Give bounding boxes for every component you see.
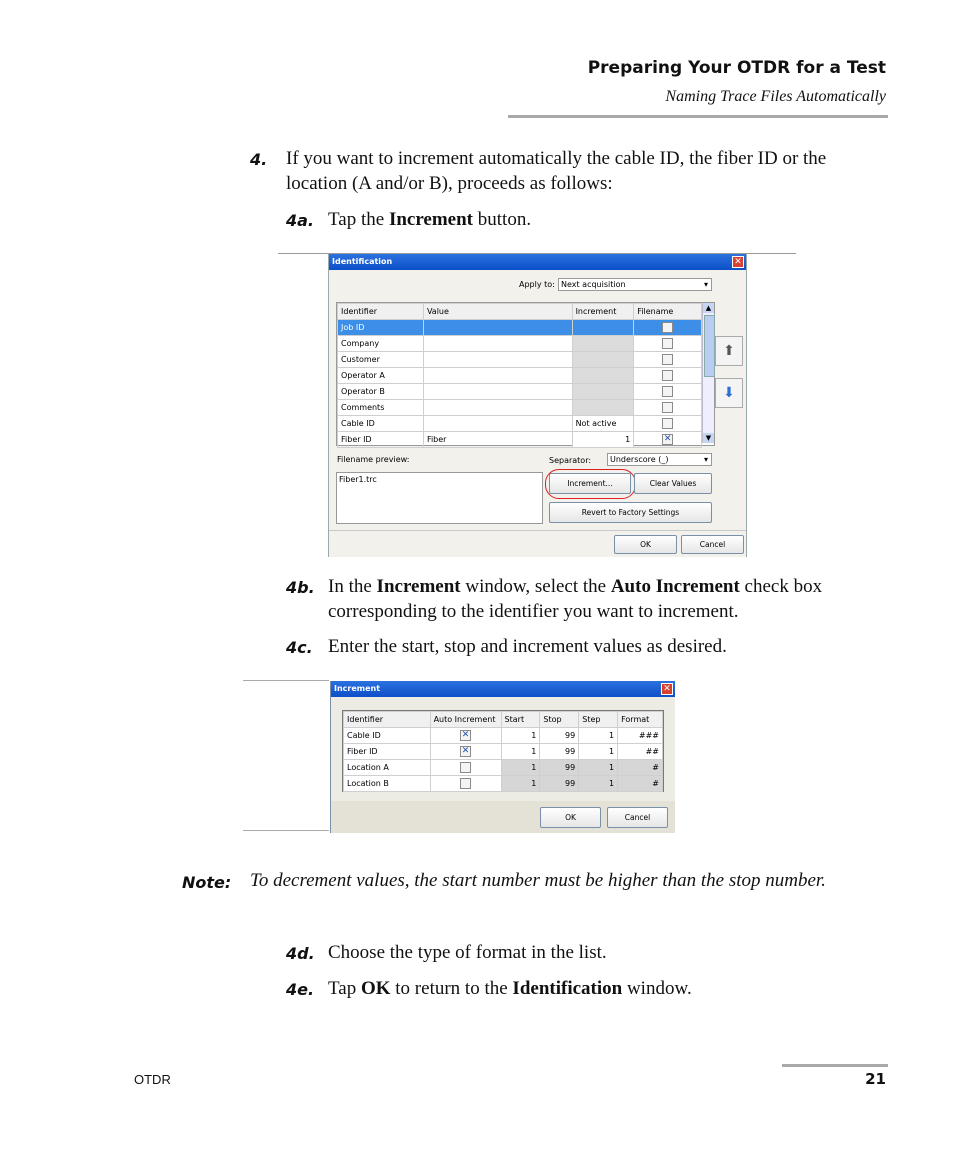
start-cell[interactable]: 1 <box>501 728 540 744</box>
scroll-down-icon[interactable]: ▼ <box>703 433 714 443</box>
chevron-down-icon: ▾ <box>703 280 708 289</box>
step-4b-text: In the Increment window, select the Auto Increment check box corresponding to the identifier you want to increment. <box>328 576 823 622</box>
filename-preview-box <box>336 472 543 524</box>
filename-cell <box>634 384 702 400</box>
move-up-button[interactable] <box>715 336 743 366</box>
value-cell[interactable] <box>423 384 572 400</box>
step-4d-number: 4d. <box>286 944 315 963</box>
table-row <box>344 744 663 760</box>
table-row <box>344 776 663 792</box>
screenshot-edge-line <box>243 680 329 681</box>
step-4e-number: 4e. <box>286 980 315 999</box>
identifier-cell: Fiber ID <box>338 432 424 448</box>
revert-factory-button[interactable]: Revert to Factory Settings <box>549 502 712 523</box>
filename-cell <box>634 416 702 432</box>
checked-checkbox-icon[interactable]: ✕ <box>461 746 470 756</box>
increment-cell <box>572 368 634 384</box>
close-icon[interactable]: ✕ <box>661 683 673 695</box>
identifier-cell: Cable ID <box>338 416 424 432</box>
increment-table <box>343 711 663 792</box>
increment-cell <box>572 320 634 336</box>
header-rule <box>508 115 888 118</box>
identifier-table <box>337 303 702 448</box>
start-cell[interactable]: 1 <box>501 776 540 792</box>
step-cell[interactable]: 1 <box>579 744 618 760</box>
value-cell[interactable] <box>423 336 572 352</box>
chevron-down-icon: ▾ <box>703 455 708 464</box>
checkbox-icon[interactable] <box>662 370 673 381</box>
table-row <box>344 760 663 776</box>
checkbox-icon[interactable] <box>460 778 471 789</box>
step-4a-text: Tap the Increment button. <box>328 209 532 230</box>
cancel-button[interactable]: Cancel <box>681 535 744 554</box>
grid-scrollbar[interactable] <box>702 303 714 443</box>
screenshot-edge-line <box>243 830 329 831</box>
identifier-cell: Comments <box>338 400 424 416</box>
checkbox-icon[interactable] <box>662 386 673 397</box>
dialog-title: Increment <box>334 684 381 693</box>
column-header: Auto Increment <box>430 712 501 728</box>
footer-product: OTDR <box>134 1072 171 1087</box>
apply-to-label: Apply to: <box>519 280 555 289</box>
value-cell[interactable]: Fiber <box>423 432 572 448</box>
identifier-cell: Operator A <box>338 368 424 384</box>
identifier-cell: Customer <box>338 352 424 368</box>
increment-cell: Not active <box>572 416 634 432</box>
table-row <box>344 728 663 744</box>
filename-cell <box>634 368 702 384</box>
value-cell[interactable] <box>423 400 572 416</box>
start-cell[interactable]: 1 <box>501 760 540 776</box>
identifier-cell: Company <box>338 336 424 352</box>
dialog-titlebar <box>329 254 746 270</box>
identifier-cell: Location A <box>344 760 431 776</box>
clear-values-button[interactable]: Clear Values <box>634 473 712 494</box>
increment-cell <box>572 336 634 352</box>
filename-preview-label: Filename preview: <box>337 455 410 464</box>
note-text: To decrement values, the start number must be higher than the stop number. <box>250 870 826 891</box>
checkbox-icon[interactable] <box>662 354 673 365</box>
checkbox-icon[interactable] <box>662 402 673 413</box>
stop-cell[interactable]: 99 <box>540 728 579 744</box>
format-cell[interactable]: ### <box>618 728 663 744</box>
scroll-thumb[interactable] <box>704 315 715 377</box>
checked-checkbox-icon[interactable]: ✕ <box>663 434 672 444</box>
identifier-cell: Location B <box>344 776 431 792</box>
step-4e-text: Tap OK to return to the Identification window. <box>328 978 692 999</box>
dialog-title: Identification <box>332 257 393 266</box>
scroll-up-icon[interactable]: ▲ <box>703 303 714 313</box>
filename-cell <box>634 336 702 352</box>
step-4a-number: 4a. <box>286 211 315 230</box>
table-row[interactable] <box>338 400 702 416</box>
value-cell[interactable] <box>423 320 572 336</box>
checkbox-icon[interactable] <box>662 418 673 429</box>
step-cell[interactable]: 1 <box>579 776 618 792</box>
separator-select[interactable] <box>607 453 712 466</box>
ok-button[interactable]: OK <box>614 535 677 554</box>
auto-increment-cell <box>430 744 501 760</box>
highlight-circle <box>545 469 636 499</box>
column-header: Step <box>579 712 618 728</box>
checkbox-icon[interactable] <box>460 762 471 773</box>
auto-increment-cell <box>430 728 501 744</box>
value-cell[interactable] <box>423 352 572 368</box>
apply-to-select[interactable] <box>558 278 712 291</box>
filename-cell <box>634 320 702 336</box>
page-number: 21 <box>865 1070 886 1088</box>
increment-button[interactable]: Increment... <box>549 473 631 494</box>
table-row[interactable] <box>338 432 702 448</box>
filename-cell <box>634 352 702 368</box>
arrow-up-icon: ⬆ <box>723 343 735 359</box>
increment-grid <box>342 710 664 792</box>
step-cell[interactable]: 1 <box>579 760 618 776</box>
column-header: Increment <box>572 304 634 320</box>
format-cell[interactable]: # <box>618 760 663 776</box>
ok-button[interactable]: OK <box>540 807 601 828</box>
stop-cell[interactable]: 99 <box>540 760 579 776</box>
column-header: Identifier <box>338 304 424 320</box>
separator-value: Underscore (_) <box>610 455 669 464</box>
step-4c-text: Enter the start, stop and increment values as desired. <box>328 636 727 657</box>
column-header: Stop <box>540 712 579 728</box>
step-4-text: If you want to increment automatically the cable ID, the fiber ID or the location (A and/or B), proceeds as follows: <box>286 148 827 194</box>
increment-dialog <box>330 681 675 833</box>
step-4-number: 4. <box>250 150 268 169</box>
identifier-cell: Fiber ID <box>344 744 431 760</box>
arrow-down-icon: ⬇ <box>723 385 735 401</box>
identifier-grid <box>336 302 715 446</box>
table-row[interactable] <box>338 384 702 400</box>
column-header: Format <box>618 712 663 728</box>
cancel-button[interactable]: Cancel <box>607 807 668 828</box>
value-cell[interactable] <box>423 416 572 432</box>
step-4b-number: 4b. <box>286 578 315 597</box>
dialog-titlebar <box>331 681 675 697</box>
stop-cell[interactable]: 99 <box>540 744 579 760</box>
apply-to-value: Next acquisition <box>561 280 626 289</box>
table-row[interactable] <box>338 336 702 352</box>
stop-cell[interactable]: 99 <box>540 776 579 792</box>
table-row[interactable] <box>338 352 702 368</box>
column-header: Filename <box>634 304 702 320</box>
running-header-title: Preparing Your OTDR for a Test <box>587 58 886 78</box>
note-label: Note: <box>182 873 232 892</box>
identifier-cell: Job ID <box>338 320 424 336</box>
auto-increment-cell <box>430 760 501 776</box>
increment-cell <box>572 384 634 400</box>
identifier-cell: Operator B <box>338 384 424 400</box>
auto-increment-cell <box>430 776 501 792</box>
format-cell[interactable]: # <box>618 776 663 792</box>
step-4d-text: Choose the type of format in the list. <box>328 942 607 963</box>
filename-cell <box>634 432 702 448</box>
checked-checkbox-icon[interactable]: ✕ <box>461 730 470 740</box>
table-row[interactable] <box>338 320 702 336</box>
dialog-separator <box>329 530 746 531</box>
move-down-button[interactable] <box>715 378 743 408</box>
checkbox-icon[interactable] <box>662 338 673 349</box>
format-cell[interactable]: ## <box>618 744 663 760</box>
table-row[interactable] <box>338 416 702 432</box>
value-cell[interactable] <box>423 368 572 384</box>
increment-cell: 1 <box>572 432 634 448</box>
increment-cell <box>572 352 634 368</box>
footer-rule <box>782 1064 888 1067</box>
separator-label: Separator: <box>549 456 592 465</box>
filename-cell <box>634 400 702 416</box>
table-row[interactable] <box>338 368 702 384</box>
step-cell[interactable]: 1 <box>579 728 618 744</box>
identification-dialog <box>328 254 747 557</box>
identifier-cell: Cable ID <box>344 728 431 744</box>
filename-preview-value: Fiber1.trc <box>339 475 377 484</box>
column-header: Identifier <box>344 712 431 728</box>
step-4c-number: 4c. <box>286 638 313 657</box>
running-header-subtitle: Naming Trace Files Automatically <box>665 88 886 105</box>
column-header: Value <box>423 304 572 320</box>
close-icon[interactable]: ✕ <box>732 256 744 268</box>
increment-cell <box>572 400 634 416</box>
column-header: Start <box>501 712 540 728</box>
checkbox-icon[interactable] <box>662 322 673 333</box>
start-cell[interactable]: 1 <box>501 744 540 760</box>
